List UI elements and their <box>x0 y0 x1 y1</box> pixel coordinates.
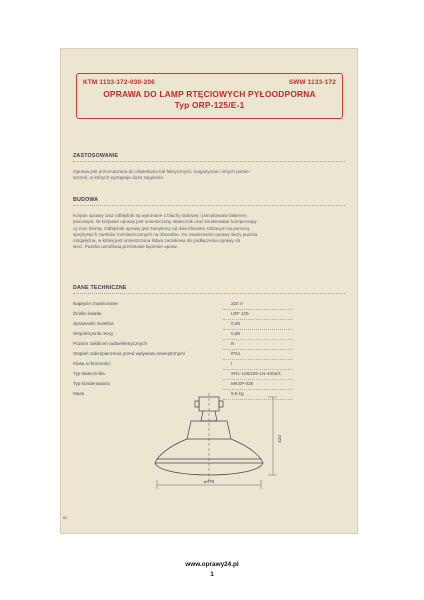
spec-value: SR1-125/220-LN-440a/1 <box>231 371 282 376</box>
heading-budowa: BUDOWA <box>73 197 99 203</box>
spec-leader <box>223 309 293 310</box>
spec-value: 0,68 <box>231 321 240 326</box>
spec-leader <box>223 339 293 340</box>
zastosowanie-text <box>73 169 345 182</box>
spec-value: N <box>231 341 235 346</box>
gland-left-shape <box>195 401 199 407</box>
spec-label: Stopień zabezpieczenia przed wpływami zewnętrznymi <box>73 351 185 356</box>
height-label: 420 <box>277 435 282 443</box>
spec-leader <box>223 369 293 370</box>
text-line: sieci. Puszka umożliwia przelotowe łączenie opraw. <box>73 244 178 250</box>
spec-label: Napięcie znamionowe <box>73 301 118 306</box>
page-number: 1 <box>210 571 214 578</box>
luminaire-drawing <box>135 387 285 495</box>
spec-label: Sprawność świetlna <box>73 321 114 326</box>
spec-label: Poziom zakłóceń radioelektrycznych <box>73 341 148 346</box>
spec-row <box>73 341 353 349</box>
spec-row <box>73 351 353 359</box>
margin-mark: 80 <box>63 516 68 520</box>
spec-leader <box>223 349 293 350</box>
spec-value: I <box>231 361 233 366</box>
spec-row <box>73 361 353 369</box>
header-box <box>76 73 343 119</box>
spec-value: MKSP-025 <box>231 381 254 386</box>
product-title: OPRAWA DO LAMP RTĘCIOWYCH PYŁOODPORNA <box>103 89 316 99</box>
footer-url[interactable]: www.oprawy24.pl <box>185 561 239 568</box>
ktm-code: KTM 1133-172-030-206 <box>83 79 155 86</box>
text-line: szczeń, w których występuje duże zapylenie. <box>73 175 165 181</box>
spec-value: IP51 <box>231 351 241 356</box>
spec-row <box>73 301 353 309</box>
text-line: Oprawa jest przeznaczona do oświetlania hal fabrycznych, magazynów i innych pomie- <box>73 169 251 174</box>
divider <box>73 161 345 162</box>
budowa-text <box>73 213 345 251</box>
spec-value: LRF 125 <box>231 311 249 316</box>
spec-label: Klasa ochronności <box>73 361 111 366</box>
spec-row <box>73 371 353 379</box>
divider <box>73 293 345 294</box>
spec-value: 0,85 <box>231 331 240 336</box>
spec-label: Źródło światła <box>73 311 102 316</box>
divider <box>73 205 345 206</box>
spec-leader <box>223 319 293 320</box>
gland-right-shape <box>219 401 223 407</box>
text-line: piecowym. W korpusie oprawy jest umieszczony statecznik oraz kondensator kompensują- <box>73 219 258 225</box>
spec-row <box>73 321 353 329</box>
text-line: sprężystych zamków rozmieszczonych na obwodzie. Do zawieszenia oprawy służy puszka <box>73 231 258 237</box>
spec-value: 9,5 kg <box>231 391 244 396</box>
spec-row <box>73 331 353 339</box>
heading-dane-techniczne: DANE TECHNICZNE <box>73 285 127 291</box>
heading-zastosowanie: ZASTOSOWANIE <box>73 153 119 159</box>
document-page <box>60 48 358 534</box>
spec-label: Typ kondensatora <box>73 381 110 386</box>
product-type: Typ ORP-125/E-1 <box>174 100 245 110</box>
spec-value: 220 V <box>231 301 244 306</box>
text-line: rozgałęźna, w której jest umieszczona listwa zaciskowa do podłączenia oprawy do <box>73 238 241 244</box>
width-label: ⌀478 <box>203 479 215 484</box>
text-line: Korpus oprawy oraz odbłyśnik są wykonane z blachy stalowej i pomalowane lakierem <box>73 213 247 218</box>
text-line: cy moc bierną. Odbłyśnik oprawy jest zamykany od dołu kloszem szklanym za pomocą <box>73 225 250 231</box>
spec-label: Współczynnik mocy <box>73 331 114 336</box>
spec-label: Masa <box>73 391 85 396</box>
spec-leader <box>223 379 293 380</box>
spec-row <box>73 311 353 319</box>
spec-label: Typ statecznika <box>73 371 105 376</box>
spec-leader <box>223 359 293 360</box>
spec-leader <box>223 329 293 330</box>
sww-code: SWW 1133-172 <box>288 79 336 86</box>
